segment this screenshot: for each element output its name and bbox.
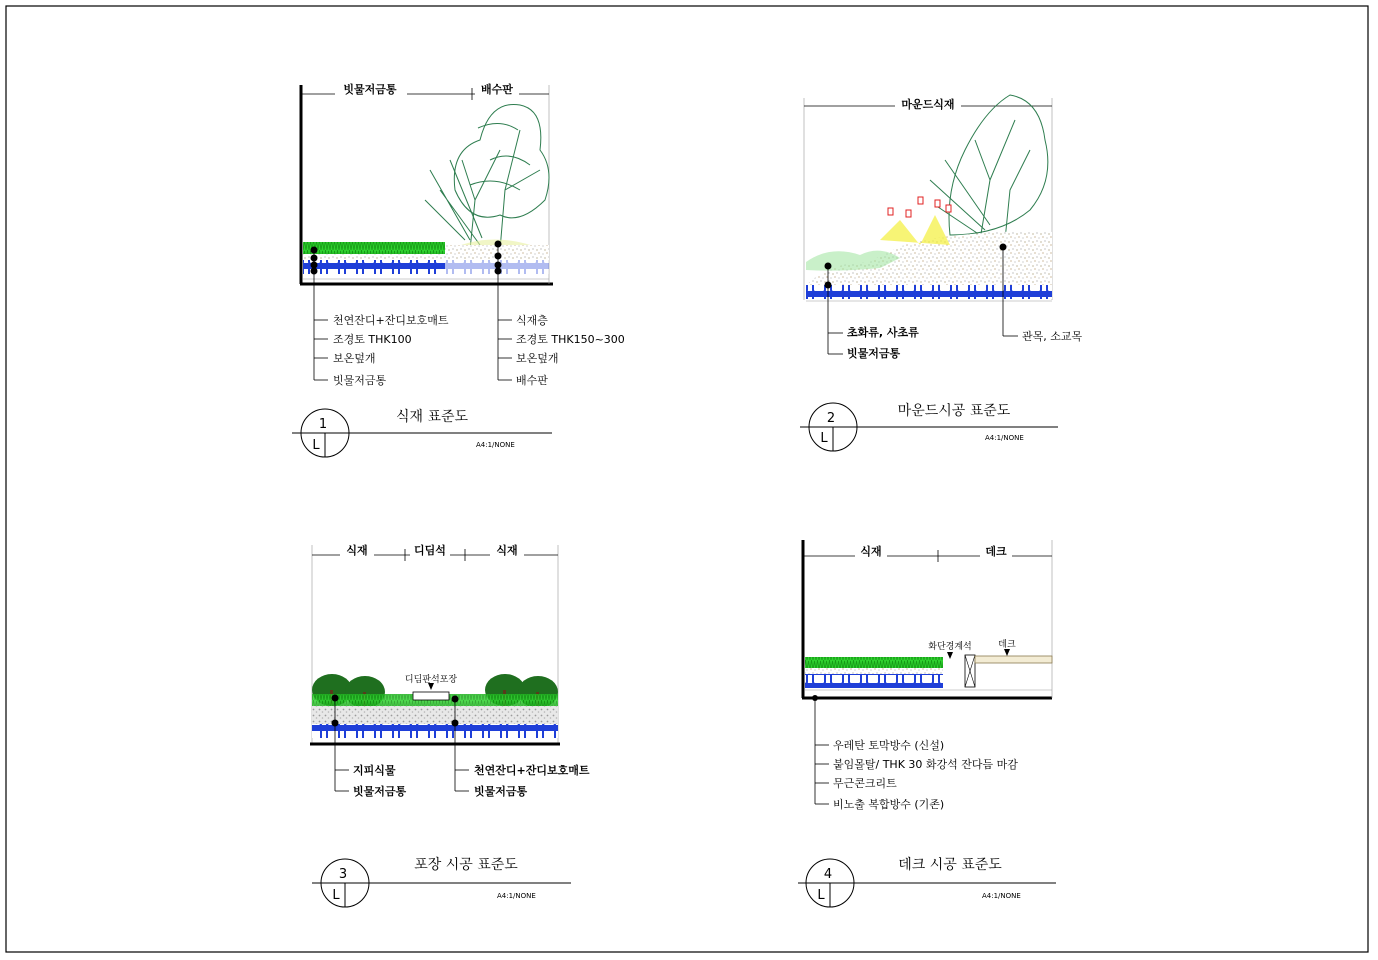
callout-label: 붙임몰탈/ THK 30 화강석 잔다듬 마감	[833, 758, 1018, 771]
callout-label: 비노출 복합방수 (기존)	[833, 798, 945, 811]
soil-layer	[805, 668, 943, 674]
callout-label: 빗물저금통	[847, 347, 901, 360]
callout-label: 배수판	[516, 374, 548, 387]
callout-label: 빗물저금통	[353, 785, 407, 798]
detail-title: 데크 시공 표준도	[898, 857, 1002, 873]
scale-label: A4:1/NONE	[982, 892, 1021, 900]
gravel-layer	[312, 706, 558, 724]
grass-clump	[880, 215, 950, 245]
callout-label: 천연잔디+잔디보호매트	[333, 314, 449, 327]
turf-layer	[805, 657, 943, 668]
detail-title: 마운드시공 표준도	[897, 403, 1011, 419]
dim-label: 데크	[985, 545, 1007, 558]
detail-number: 3	[338, 867, 348, 882]
panel-4	[798, 540, 1056, 907]
callout-label: 빗물저금통	[333, 374, 387, 387]
sheet-border	[6, 6, 1368, 952]
scale-label: A4:1/NONE	[476, 441, 515, 449]
soil-layer	[303, 254, 445, 260]
callout-label: 조경토 THK100	[333, 333, 412, 346]
detail-number: 4	[823, 867, 833, 882]
callout-label: 초화류, 사초류	[847, 326, 919, 339]
callout-label: 우레탄 토막방수 (신설)	[833, 739, 945, 752]
drain-layer	[303, 260, 445, 274]
sheet-ref: L	[820, 431, 828, 446]
panel-2	[800, 95, 1082, 451]
detail-title: 포장 시공 표준도	[414, 857, 518, 873]
panel-1	[292, 82, 625, 457]
dim-label: 디딤석	[414, 544, 446, 557]
callout-label: 식재층	[516, 314, 548, 327]
drain-layer	[312, 724, 558, 738]
drain-layer	[806, 285, 1052, 299]
callout-label: 무근콘크리트	[833, 777, 897, 790]
stepping-stone	[413, 692, 449, 700]
callout-label: 조경토 THK150~300	[516, 333, 625, 346]
callout-label: 천연잔디+잔디보호매트	[474, 764, 590, 777]
tag-label: 데크	[998, 640, 1016, 650]
tree-illustration	[930, 95, 1048, 240]
callout-label: 관목, 소교목	[1022, 330, 1083, 343]
detail-number: 2	[826, 411, 836, 426]
dim-label: 마운드식재	[901, 98, 955, 111]
dim-label: 식재	[346, 544, 368, 557]
dim-label: 빗물저금통	[343, 83, 397, 96]
callout-leader-left	[812, 695, 829, 804]
detail-number: 1	[318, 417, 328, 432]
deck-board	[975, 656, 1052, 663]
flower-illustration	[888, 197, 951, 217]
panel-3	[310, 543, 590, 907]
sheet-ref: L	[817, 888, 825, 903]
tree-illustration	[425, 104, 549, 250]
callout-label: 보온덮개	[333, 352, 376, 365]
drain-layer	[805, 674, 943, 688]
callout-label: 지피식물	[353, 764, 396, 777]
scale-label: A4:1/NONE	[497, 892, 536, 900]
turf-layer	[303, 242, 445, 254]
callout-label: 빗물저금통	[474, 785, 528, 798]
sheet-ref: L	[312, 438, 320, 453]
dim-label: 배수판	[481, 83, 513, 96]
tag-label: 디딤판석포장	[404, 675, 458, 685]
scale-label: A4:1/NONE	[985, 434, 1024, 442]
callout-label: 보온덮개	[516, 352, 559, 365]
sheet-ref: L	[332, 888, 340, 903]
detail-title: 식재 표준도	[395, 409, 469, 425]
tag-label: 화단경계석	[928, 642, 972, 652]
dim-label: 식재	[860, 545, 882, 558]
dim-label: 식재	[496, 544, 518, 557]
